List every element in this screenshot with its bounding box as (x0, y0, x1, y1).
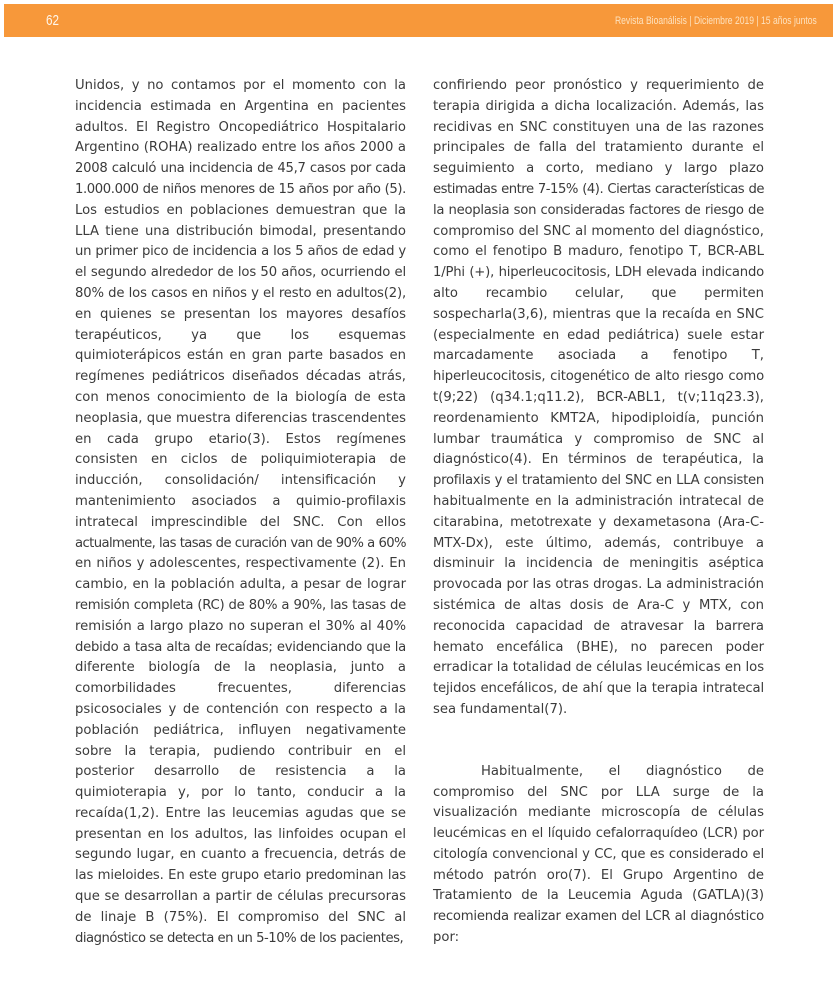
text-line: Habitualmente, el diagnóstico de (481, 763, 764, 779)
text-line: remisión completa (RC) de 80% a 90%, las tasas de (75, 597, 406, 613)
text-line: que se desarrollan a partir de células precursoras (75, 889, 406, 905)
text-line: como el fenotipo B maduro, fenotipo T, BCR-ABL (433, 244, 764, 260)
paragraph-spacer (433, 721, 764, 762)
text-line: segundo lugar, en cuanto a frecuencia, detrás de (75, 847, 406, 863)
text-line: principales de falla del tratamiento durante el (433, 140, 764, 156)
text-line: quimioterápicos están en gran parte basados en (75, 348, 406, 364)
text-line: erradicar la totalidad de células leucémicas en los (433, 660, 765, 676)
text-line: confiriendo peor pronóstico y requerimiento de (433, 78, 764, 93)
text-line: inducción, consolidación/ intensificación y (75, 473, 406, 489)
text-line: remisión a largo plazo no superan el 30% al 40% (75, 618, 406, 634)
text-line: la neoplasia son consideradas factores de riesgo de (433, 202, 764, 218)
text-line: diferente biología de la neoplasia, junto a (75, 660, 406, 676)
text-line: citarabina, metotrexate y dexametasona (Ara-C- (433, 514, 764, 530)
text-line: cambio, en la población adulta, a pesar de lograr (75, 577, 406, 593)
text-line: sea fundamental(7). (433, 701, 568, 717)
text-line: terapéuticos, ya que los esquemas (75, 327, 406, 343)
text-line: mantenimiento asociados a quimio-profilaxis (75, 493, 406, 509)
text-line: por: (433, 930, 460, 946)
text-line: recaída(1,2). Entre las leucemias agudas que se (75, 805, 406, 821)
text-line: quimioterapia y, por lo tanto, conducir a la (75, 785, 406, 801)
text-line: psicosociales y de contención con respecto a la (75, 701, 406, 717)
text-line: adultos. El Registro Oncopediátrico Hospitalario (75, 119, 406, 135)
text-line: habitualmente en la administración intratecal de (433, 493, 764, 509)
text-line: el segundo alrededor de los 50 años, ocurriendo el (75, 265, 406, 281)
text-line: población pediátrica, influyen negativamente (75, 722, 406, 738)
text-line: regímenes pediátricos diseñados décadas atrás, (75, 369, 406, 385)
text-line: provocada por las otras drogas. La administración (433, 577, 764, 593)
text-line: en quienes se presentan los mayores desafíos (75, 306, 406, 322)
text-line: LLA tiene una distribución bimodal, presentando (75, 223, 406, 239)
text-line: sobre la terapia, pudiendo contribuir en el (75, 743, 406, 759)
text-line: diagnóstico se detecta en un 5-10% de los pacientes, (75, 930, 404, 946)
text-line: lumbar traumática y compromiso de SNC al (433, 431, 764, 447)
text-line: hemato encefálica (BHE), no parecen poder (433, 639, 764, 655)
text-line: profilaxis y el tratamiento del SNC en LLA consisten (433, 473, 764, 489)
text-line: en cada grupo etario(3). Estos regímenes (75, 431, 406, 447)
text-line: citología convencional y CC, que es considerado el (433, 846, 764, 862)
right-column (433, 76, 764, 949)
body-paragraph (433, 76, 764, 721)
text-line: sistémica de altas dosis de Ara-C y MTX, con (433, 597, 764, 613)
text-line: Argentino (ROHA) realizado entre los años 2000 a (75, 140, 406, 156)
text-line: método patrón oro(7). El Grupo Argentino de (433, 867, 764, 883)
text-line: Unidos, y no contamos por el momento con la (75, 78, 406, 93)
text-line: posterior desarrollo de resistencia a la (75, 764, 406, 780)
text-line: reconocida capacidad de atravesar la barrera (433, 618, 764, 634)
text-line: alto recambio celular, que permiten (433, 285, 764, 301)
text-line: actualmente, las tasas de curación van de 90% a 60% (75, 535, 406, 551)
text-line: presentan en los adultos, las linfoides ocupan el (75, 826, 406, 842)
text-line: en niños y adolescentes, respectivamente (2). En (75, 556, 406, 572)
text-line: t(9;22) (q34.1;q11.2), BCR-ABL1, t(v;11q23.3), (433, 389, 764, 405)
text-line: un primer pico de incidencia a los 5 años de edad y (75, 244, 406, 260)
running-head: Revista Bioanálisis | Diciembre 2019 | 15 años juntos (615, 15, 817, 27)
page-number: 62 (46, 12, 60, 29)
text-line: de linaje B (75%). El compromiso del SNC al (75, 909, 406, 925)
text-line: MTX-Dx), este último, además, contribuye a (433, 535, 764, 551)
text-line: disminuir la incidencia de meningitis aséptica (433, 556, 764, 572)
text-line: 1.000.000 de niños menores de 15 años por año (5). (75, 181, 406, 197)
text-line: Tratamiento de la Leucemia Aguda (GATLA)(3) (433, 888, 764, 904)
text-line: consisten en ciclos de poliquimioterapia de (75, 452, 406, 468)
left-column (75, 76, 406, 949)
text-line: compromiso del SNC por LLA surge de la (433, 784, 764, 800)
text-line: diagnóstico(4). En términos de terapéutica, la (433, 452, 764, 468)
text-line: recomienda realizar examen del LCR al diagnóstico (433, 909, 764, 925)
text-line: terapia dirigida a dicha localización. Además, las (433, 98, 764, 114)
text-line: marcadamente asociada a fenotipo T, (433, 348, 764, 364)
text-line: sospecharla(3,6), mientras que la recaída en SNC (433, 306, 764, 322)
text-line: 2008 calculó una incidencia de 45,7 casos por cada (75, 161, 406, 177)
text-line: recidivas en SNC constituyen una de las razones (433, 119, 764, 135)
text-line: reordenamiento KMT2A, hipodiploidía, punción (433, 410, 764, 426)
text-line: comorbilidades frecuentes, diferencias (75, 681, 406, 697)
text-line: hiperleucocitosis, citogenético de alto riesgo como (433, 369, 764, 385)
text-line: Los estudios en poblaciones demuestran que la (75, 202, 406, 218)
text-line: compromiso del SNC al momento del diagnóstico, (433, 223, 764, 239)
text-line: intratecal imprescindible del SNC. Con ellos (75, 514, 406, 530)
text-line: (especialmente en edad pediátrica) suele estar (433, 327, 764, 343)
text-line: leucémicas en el líquido cefalorraquídeo (LCR) por (433, 826, 764, 842)
text-line: neoplasia, que muestra diferencias trascendentes (75, 410, 406, 426)
body-paragraph (75, 76, 406, 949)
header-bar (4, 4, 833, 37)
body-paragraph (433, 762, 764, 949)
text-line: las mieloides. En este grupo etario predominan las (75, 868, 406, 884)
text-line: tejidos encefálicos, de ahí que la terapia intratecal (433, 681, 764, 697)
text-line: visualización mediante microscopía de células (433, 805, 764, 821)
text-line: 1/Phi (+), hiperleucocitosis, LDH elevada indicando (433, 265, 764, 281)
text-line: con menos conocimiento de la biología de esta (75, 389, 406, 405)
text-line: estimadas entre 7-15% (4). Ciertas características de (433, 181, 764, 197)
text-line: incidencia estimada en Argentina en pacientes (75, 98, 406, 114)
text-line: debido a tasa alta de recaídas; evidenciando que la (75, 639, 406, 655)
text-line: seguimiento a corto, mediano y largo plazo (433, 161, 764, 177)
text-line: 80% de los casos en niños y el resto en adultos(2), (75, 285, 406, 301)
